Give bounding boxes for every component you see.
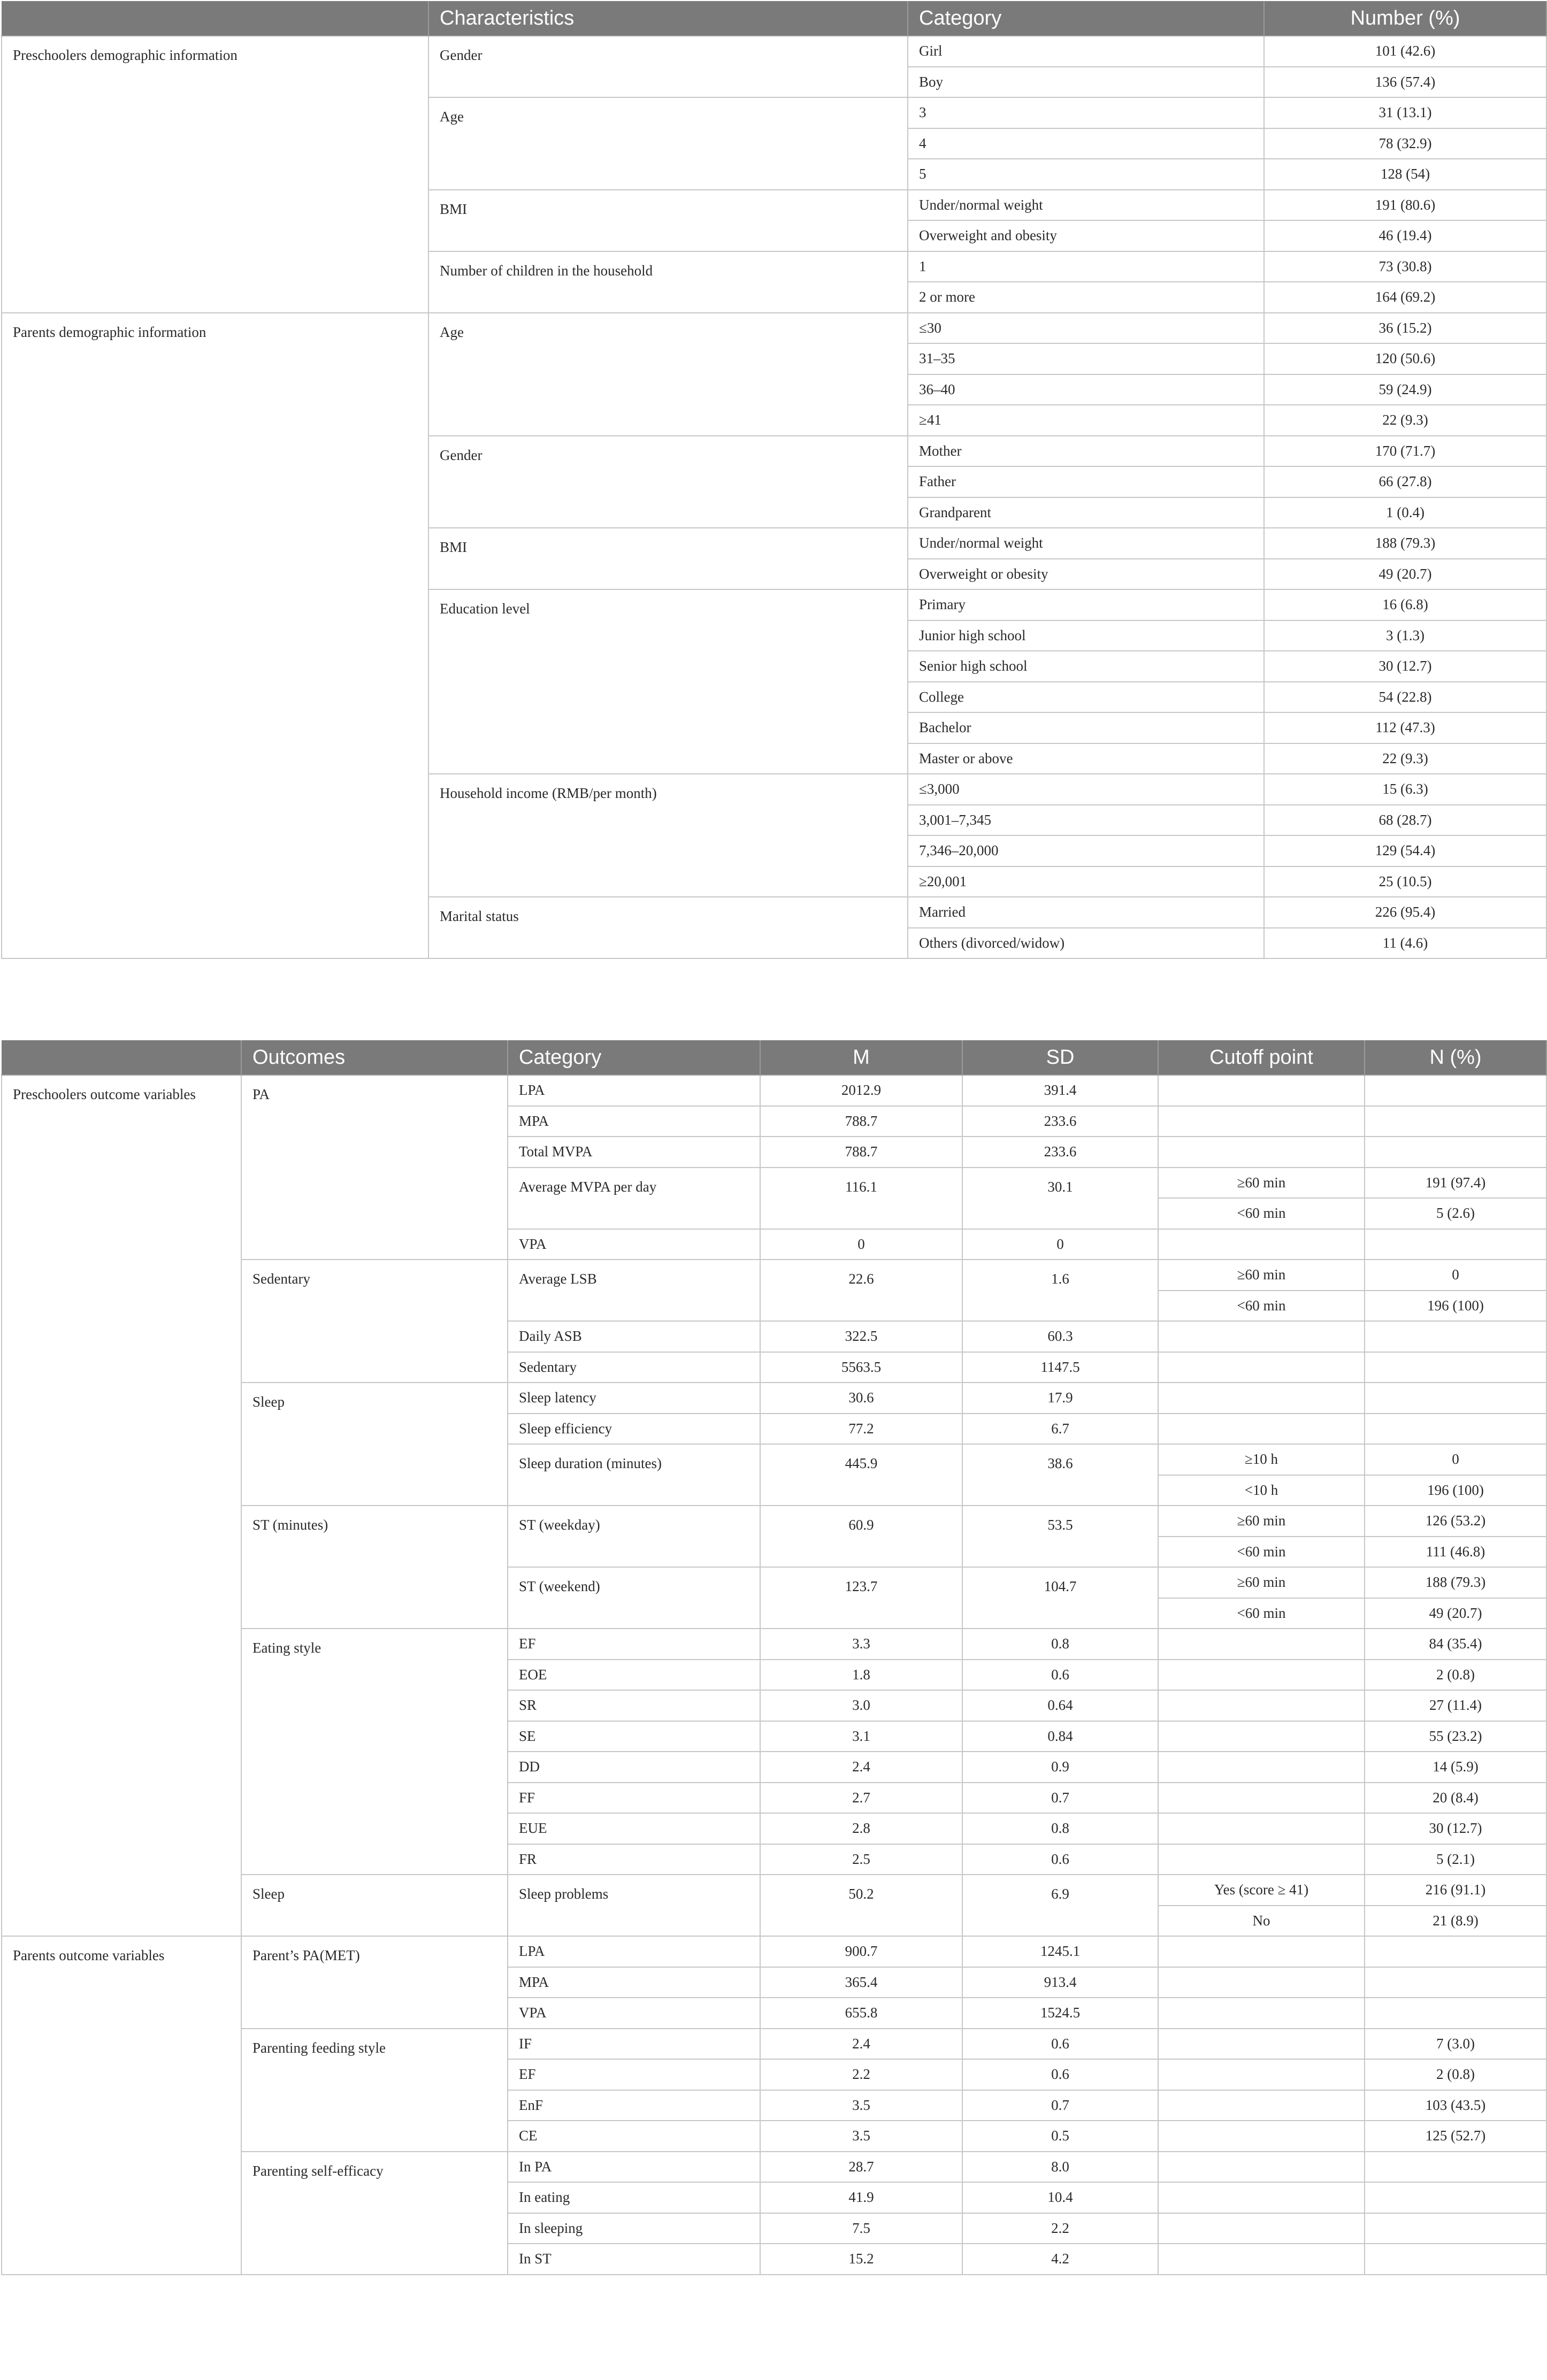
n-percent-cell [1365, 1352, 1546, 1383]
sd-cell: 1.6 [962, 1260, 1158, 1321]
cutoff-cell: ≥60 min [1158, 1567, 1365, 1598]
number-cell: 68 (28.7) [1264, 805, 1546, 836]
sd-cell: 0.6 [962, 2029, 1158, 2060]
column-header [2, 1, 428, 36]
n-percent-cell [1365, 2152, 1546, 2183]
number-cell: 22 (9.3) [1264, 743, 1546, 774]
column-header: Number (%) [1264, 1, 1546, 36]
n-percent-cell: 30 (12.7) [1365, 1813, 1546, 1844]
cutoff-cell [1158, 1844, 1365, 1875]
cutoff-cell [1158, 1998, 1365, 2029]
n-percent-cell [1365, 1967, 1546, 1998]
number-cell: 59 (24.9) [1264, 374, 1546, 405]
category-cell: LPA [508, 1936, 760, 1967]
sd-cell: 0.84 [962, 1721, 1158, 1752]
number-cell: 128 (54) [1264, 159, 1546, 190]
cutoff-cell [1158, 1229, 1365, 1260]
category-cell: Sleep problems [508, 1875, 760, 1936]
cutoff-cell [1158, 1752, 1365, 1783]
number-cell: 3 (1.3) [1264, 620, 1546, 651]
category-cell: Under/normal weight [908, 528, 1264, 559]
category-cell: SR [508, 1690, 760, 1721]
category-cell: EOE [508, 1660, 760, 1691]
mean-cell: 30.6 [760, 1383, 962, 1414]
category-cell: 5 [908, 159, 1264, 190]
n-percent-cell [1365, 2244, 1546, 2275]
category-cell: 2 or more [908, 282, 1264, 313]
characteristic-label: Household income (RMB/per month) [428, 774, 908, 897]
category-cell: VPA [508, 1229, 760, 1260]
cutoff-cell [1158, 1936, 1365, 1967]
mean-cell: 3.5 [760, 2090, 962, 2121]
characteristic-label: Age [428, 97, 908, 190]
column-header: N (%) [1365, 1040, 1546, 1075]
table-header-row [2, 1, 1546, 36]
mean-cell: 123.7 [760, 1567, 962, 1629]
n-percent-cell: 27 (11.4) [1365, 1690, 1546, 1721]
n-percent-cell: 125 (52.7) [1365, 2121, 1546, 2152]
n-percent-cell: 55 (23.2) [1365, 1721, 1546, 1752]
characteristic-label: Gender [428, 36, 908, 97]
category-cell: 36–40 [908, 374, 1264, 405]
sd-cell: 60.3 [962, 1321, 1158, 1352]
cutoff-cell [1158, 1721, 1365, 1752]
outcome-label: Eating style [241, 1629, 508, 1875]
cutoff-cell [1158, 1137, 1365, 1168]
sd-cell: 38.6 [962, 1444, 1158, 1506]
category-cell: ST (weekend) [508, 1567, 760, 1629]
category-cell: Sleep efficiency [508, 1414, 760, 1445]
mean-cell: 77.2 [760, 1414, 962, 1445]
group-label: Preschoolers demographic information [2, 36, 428, 313]
mean-cell: 655.8 [760, 1998, 962, 2029]
number-cell: 164 (69.2) [1264, 282, 1546, 313]
sd-cell: 4.2 [962, 2244, 1158, 2275]
n-percent-cell [1365, 1414, 1546, 1445]
characteristic-label: Age [428, 313, 908, 436]
number-cell: 78 (32.9) [1264, 128, 1546, 159]
number-cell: 136 (57.4) [1264, 67, 1546, 98]
table-row [2, 36, 1546, 67]
cutoff-cell [1158, 1414, 1365, 1445]
cutoff-cell [1158, 1075, 1365, 1106]
outcome-label: Parenting self-efficacy [241, 2152, 508, 2275]
cutoff-cell [1158, 2029, 1365, 2060]
column-header: Category [908, 1, 1264, 36]
number-cell: 1 (0.4) [1264, 497, 1546, 528]
cutoff-cell [1158, 1321, 1365, 1352]
cutoff-cell: ≥60 min [1158, 1506, 1365, 1537]
number-cell: 36 (15.2) [1264, 313, 1546, 344]
number-cell: 129 (54.4) [1264, 835, 1546, 866]
column-header [2, 1040, 241, 1075]
n-percent-cell [1365, 2182, 1546, 2213]
n-percent-cell: 5 (2.1) [1365, 1844, 1546, 1875]
n-percent-cell [1365, 1936, 1546, 1967]
n-percent-cell [1365, 1321, 1546, 1352]
mean-cell: 2.4 [760, 2029, 962, 2060]
cutoff-cell [1158, 2244, 1365, 2275]
category-cell: Sleep duration (minutes) [508, 1444, 760, 1506]
n-percent-cell: 20 (8.4) [1365, 1783, 1546, 1814]
mean-cell: 5563.5 [760, 1352, 962, 1383]
n-percent-cell: 14 (5.9) [1365, 1752, 1546, 1783]
mean-cell: 2012.9 [760, 1075, 962, 1106]
column-header: Characteristics [428, 1, 908, 36]
mean-cell: 2.5 [760, 1844, 962, 1875]
mean-cell: 445.9 [760, 1444, 962, 1506]
n-percent-cell: 0 [1365, 1260, 1546, 1291]
mean-cell: 788.7 [760, 1106, 962, 1137]
cutoff-cell [1158, 1629, 1365, 1660]
number-cell: 11 (4.6) [1264, 928, 1546, 959]
number-cell: 120 (50.6) [1264, 343, 1546, 374]
table-row [2, 313, 1546, 344]
category-cell: Others (divorced/widow) [908, 928, 1264, 959]
number-cell: 54 (22.8) [1264, 682, 1546, 713]
mean-cell: 3.0 [760, 1690, 962, 1721]
sd-cell: 1147.5 [962, 1352, 1158, 1383]
n-percent-cell [1365, 1229, 1546, 1260]
category-cell: EUE [508, 1813, 760, 1844]
cutoff-cell [1158, 1690, 1365, 1721]
sd-cell: 0.5 [962, 2121, 1158, 2152]
outcomes-table [1, 1040, 1547, 2275]
category-cell: Senior high school [908, 651, 1264, 682]
demographics-table [1, 1, 1547, 959]
sd-cell: 233.6 [962, 1106, 1158, 1137]
category-cell: College [908, 682, 1264, 713]
number-cell: 170 (71.7) [1264, 436, 1546, 467]
category-cell: SE [508, 1721, 760, 1752]
category-cell: Master or above [908, 743, 1264, 774]
category-cell: Total MVPA [508, 1137, 760, 1168]
cutoff-cell: <60 min [1158, 1598, 1365, 1629]
number-cell: 46 (19.4) [1264, 220, 1546, 251]
number-cell: 16 (6.8) [1264, 589, 1546, 620]
sd-cell: 6.7 [962, 1414, 1158, 1445]
group-label: Preschoolers outcome variables [2, 1075, 241, 1936]
sd-cell: 6.9 [962, 1875, 1158, 1936]
category-cell: ≥20,001 [908, 866, 1264, 897]
outcome-label: Sedentary [241, 1260, 508, 1383]
category-cell: ST (weekday) [508, 1506, 760, 1567]
cutoff-cell: <60 min [1158, 1291, 1365, 1322]
cutoff-cell [1158, 1967, 1365, 1998]
mean-cell: 22.6 [760, 1260, 962, 1321]
outcome-label: Sleep [241, 1875, 508, 1936]
category-cell: DD [508, 1752, 760, 1783]
n-percent-cell: 84 (35.4) [1365, 1629, 1546, 1660]
category-cell: EF [508, 1629, 760, 1660]
sd-cell: 53.5 [962, 1506, 1158, 1567]
column-header: M [760, 1040, 962, 1075]
characteristic-label: BMI [428, 528, 908, 589]
category-cell: EnF [508, 2090, 760, 2121]
outcome-label: Sleep [241, 1383, 508, 1506]
category-cell: EF [508, 2059, 760, 2090]
sd-cell: 0 [962, 1229, 1158, 1260]
mean-cell: 41.9 [760, 2182, 962, 2213]
characteristic-label: Number of children in the household [428, 251, 908, 313]
sd-cell: 30.1 [962, 1168, 1158, 1229]
category-cell: Average LSB [508, 1260, 760, 1321]
category-cell: ≤30 [908, 313, 1264, 344]
category-cell: Overweight or obesity [908, 559, 1264, 590]
category-cell: 3 [908, 97, 1264, 128]
group-label: Parents outcome variables [2, 1936, 241, 2275]
sd-cell: 17.9 [962, 1383, 1158, 1414]
category-cell: Junior high school [908, 620, 1264, 651]
mean-cell: 900.7 [760, 1936, 962, 1967]
mean-cell: 2.7 [760, 1783, 962, 1814]
category-cell: In sleeping [508, 2213, 760, 2244]
cutoff-cell [1158, 2152, 1365, 2183]
mean-cell: 28.7 [760, 2152, 962, 2183]
mean-cell: 322.5 [760, 1321, 962, 1352]
category-cell: 7,346–20,000 [908, 835, 1264, 866]
number-cell: 101 (42.6) [1264, 36, 1546, 67]
cutoff-cell [1158, 1813, 1365, 1844]
cutoff-cell [1158, 2213, 1365, 2244]
number-cell: 31 (13.1) [1264, 97, 1546, 128]
category-cell: FF [508, 1783, 760, 1814]
cutoff-cell: <60 min [1158, 1537, 1365, 1568]
n-percent-cell: 21 (8.9) [1365, 1906, 1546, 1937]
number-cell: 30 (12.7) [1264, 651, 1546, 682]
sd-cell: 104.7 [962, 1567, 1158, 1629]
mean-cell: 7.5 [760, 2213, 962, 2244]
sd-cell: 233.6 [962, 1137, 1158, 1168]
sd-cell: 10.4 [962, 2182, 1158, 2213]
category-cell: MPA [508, 1967, 760, 1998]
cutoff-cell: ≥60 min [1158, 1168, 1365, 1199]
category-cell: Mother [908, 436, 1264, 467]
number-cell: 49 (20.7) [1264, 559, 1546, 590]
sd-cell: 0.8 [962, 1813, 1158, 1844]
outcome-label: Parenting feeding style [241, 2029, 508, 2152]
category-cell: IF [508, 2029, 760, 2060]
number-cell: 188 (79.3) [1264, 528, 1546, 559]
cutoff-cell [1158, 1660, 1365, 1691]
group-label: Parents demographic information [2, 313, 428, 959]
number-cell: 22 (9.3) [1264, 405, 1546, 436]
category-cell: Grandparent [908, 497, 1264, 528]
cutoff-cell: <60 min [1158, 1198, 1365, 1229]
cutoff-cell [1158, 1383, 1365, 1414]
mean-cell: 15.2 [760, 2244, 962, 2275]
number-cell: 66 (27.8) [1264, 466, 1546, 497]
sd-cell: 1524.5 [962, 1998, 1158, 2029]
n-percent-cell [1365, 1383, 1546, 1414]
n-percent-cell: 103 (43.5) [1365, 2090, 1546, 2121]
category-cell: Boy [908, 67, 1264, 98]
number-cell: 73 (30.8) [1264, 251, 1546, 282]
sd-cell: 1245.1 [962, 1936, 1158, 1967]
category-cell: LPA [508, 1075, 760, 1106]
sd-cell: 0.64 [962, 1690, 1158, 1721]
category-cell: 4 [908, 128, 1264, 159]
sd-cell: 8.0 [962, 2152, 1158, 2183]
category-cell: VPA [508, 1998, 760, 2029]
mean-cell: 2.8 [760, 1813, 962, 1844]
n-percent-cell: 191 (97.4) [1365, 1168, 1546, 1199]
cutoff-cell [1158, 2182, 1365, 2213]
category-cell: Sleep latency [508, 1383, 760, 1414]
table-header-row [2, 1040, 1546, 1075]
number-cell: 191 (80.6) [1264, 190, 1546, 221]
sd-cell: 0.6 [962, 1660, 1158, 1691]
characteristic-label: Education level [428, 589, 908, 774]
n-percent-cell: 126 (53.2) [1365, 1506, 1546, 1537]
category-cell: Primary [908, 589, 1264, 620]
category-cell: CE [508, 2121, 760, 2152]
mean-cell: 2.2 [760, 2059, 962, 2090]
number-cell: 25 (10.5) [1264, 866, 1546, 897]
category-cell: Average MVPA per day [508, 1168, 760, 1229]
mean-cell: 0 [760, 1229, 962, 1260]
column-header: SD [962, 1040, 1158, 1075]
n-percent-cell: 196 (100) [1365, 1291, 1546, 1322]
mean-cell: 365.4 [760, 1967, 962, 1998]
n-percent-cell [1365, 1106, 1546, 1137]
category-cell: 1 [908, 251, 1264, 282]
category-cell: Overweight and obesity [908, 220, 1264, 251]
mean-cell: 50.2 [760, 1875, 962, 1936]
cutoff-cell [1158, 2059, 1365, 2090]
cutoff-cell: Yes (score ≥ 41) [1158, 1875, 1365, 1906]
category-cell: Bachelor [908, 712, 1264, 743]
cutoff-cell: <10 h [1158, 1475, 1365, 1506]
cutoff-cell [1158, 1783, 1365, 1814]
mean-cell: 3.5 [760, 2121, 962, 2152]
n-percent-cell [1365, 1137, 1546, 1168]
mean-cell: 1.8 [760, 1660, 962, 1691]
category-cell: Married [908, 897, 1264, 928]
sd-cell: 0.6 [962, 1844, 1158, 1875]
category-cell: 31–35 [908, 343, 1264, 374]
category-cell: MPA [508, 1106, 760, 1137]
cutoff-cell: ≥10 h [1158, 1444, 1365, 1475]
category-cell: ≥41 [908, 405, 1264, 436]
category-cell: In eating [508, 2182, 760, 2213]
characteristic-label: Gender [428, 436, 908, 528]
outcome-label: Parent’s PA(MET) [241, 1936, 508, 2029]
n-percent-cell: 188 (79.3) [1365, 1567, 1546, 1598]
table-row [2, 1936, 1546, 1967]
outcome-label: ST (minutes) [241, 1506, 508, 1629]
mean-cell: 788.7 [760, 1137, 962, 1168]
sd-cell: 0.7 [962, 1783, 1158, 1814]
n-percent-cell: 196 (100) [1365, 1475, 1546, 1506]
category-cell: Under/normal weight [908, 190, 1264, 221]
n-percent-cell: 2 (0.8) [1365, 2059, 1546, 2090]
category-cell: ≤3,000 [908, 774, 1264, 805]
n-percent-cell [1365, 1075, 1546, 1106]
n-percent-cell: 7 (3.0) [1365, 2029, 1546, 2060]
category-cell: FR [508, 1844, 760, 1875]
cutoff-cell [1158, 1352, 1365, 1383]
characteristic-label: Marital status [428, 897, 908, 958]
column-header: Cutoff point [1158, 1040, 1365, 1075]
n-percent-cell [1365, 1998, 1546, 2029]
mean-cell: 60.9 [760, 1506, 962, 1567]
number-cell: 112 (47.3) [1264, 712, 1546, 743]
sd-cell: 0.7 [962, 2090, 1158, 2121]
category-cell: Girl [908, 36, 1264, 67]
category-cell: Daily ASB [508, 1321, 760, 1352]
n-percent-cell: 111 (46.8) [1365, 1537, 1546, 1568]
category-cell: 3,001–7,345 [908, 805, 1264, 836]
sd-cell: 2.2 [962, 2213, 1158, 2244]
number-cell: 15 (6.3) [1264, 774, 1546, 805]
category-cell: Sedentary [508, 1352, 760, 1383]
table-row [2, 1075, 1546, 1106]
category-cell: In PA [508, 2152, 760, 2183]
sd-cell: 0.9 [962, 1752, 1158, 1783]
category-cell: In ST [508, 2244, 760, 2275]
outcome-label: PA [241, 1075, 508, 1260]
n-percent-cell [1365, 2213, 1546, 2244]
cutoff-cell [1158, 1106, 1365, 1137]
n-percent-cell: 2 (0.8) [1365, 1660, 1546, 1691]
n-percent-cell: 0 [1365, 1444, 1546, 1475]
sd-cell: 913.4 [962, 1967, 1158, 1998]
mean-cell: 2.4 [760, 1752, 962, 1783]
mean-cell: 3.3 [760, 1629, 962, 1660]
characteristic-label: BMI [428, 190, 908, 251]
sd-cell: 0.8 [962, 1629, 1158, 1660]
n-percent-cell: 49 (20.7) [1365, 1598, 1546, 1629]
sd-cell: 0.6 [962, 2059, 1158, 2090]
column-header: Outcomes [241, 1040, 508, 1075]
cutoff-cell [1158, 2090, 1365, 2121]
number-cell: 226 (95.4) [1264, 897, 1546, 928]
cutoff-cell [1158, 2121, 1365, 2152]
n-percent-cell: 5 (2.6) [1365, 1198, 1546, 1229]
mean-cell: 3.1 [760, 1721, 962, 1752]
sd-cell: 391.4 [962, 1075, 1158, 1106]
mean-cell: 116.1 [760, 1168, 962, 1229]
cutoff-cell: No [1158, 1906, 1365, 1937]
category-cell: Father [908, 466, 1264, 497]
cutoff-cell: ≥60 min [1158, 1260, 1365, 1291]
column-header: Category [508, 1040, 760, 1075]
n-percent-cell: 216 (91.1) [1365, 1875, 1546, 1906]
